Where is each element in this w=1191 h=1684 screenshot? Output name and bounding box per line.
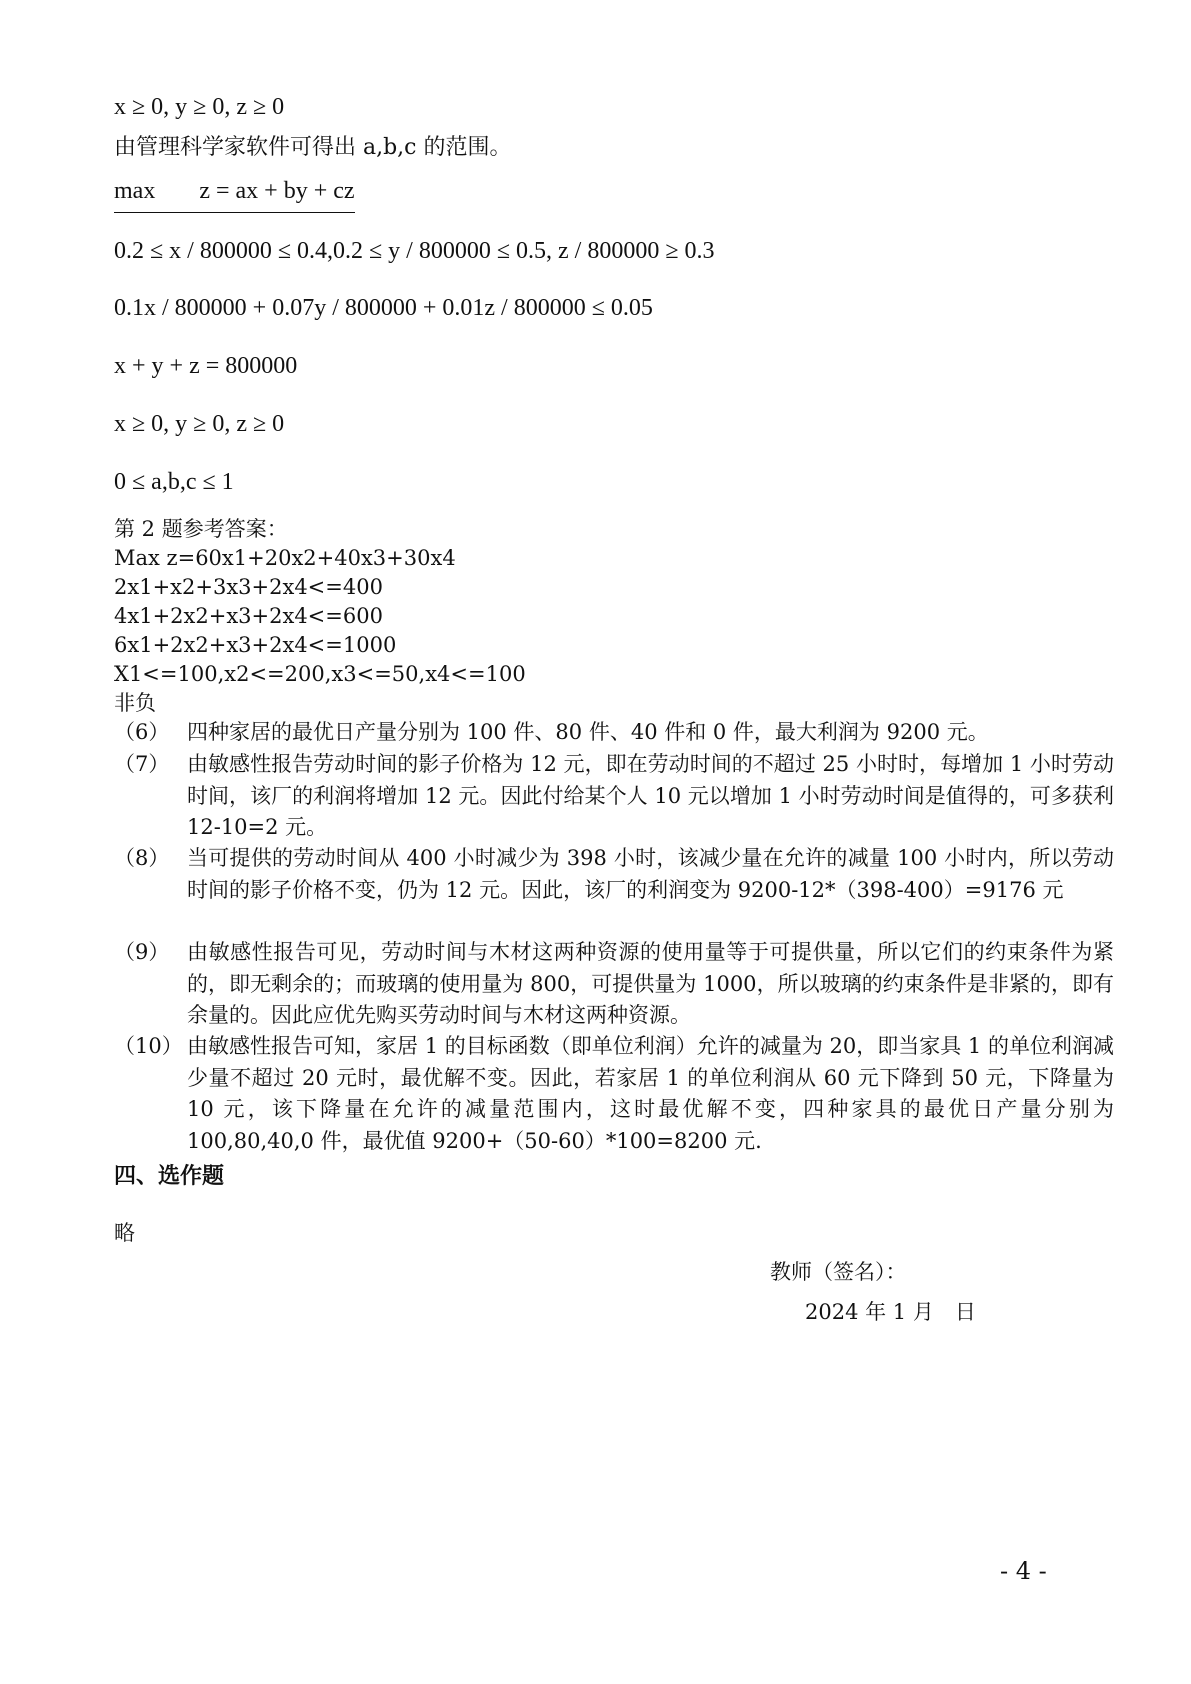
answer2-line: 4x1+2x2+x3+2x4<=600 (114, 604, 383, 628)
risk-constraint: 0.1x / 800000 + 0.07y / 800000 + 0.01z / 800000 ≤ 0.05 (114, 295, 653, 321)
software-note: 由管理科学家软件可得出 a,b,c 的范围。 (114, 135, 512, 160)
section4-body: 略 (114, 1221, 135, 1245)
signature-date: 2024 年 1 月 日 (805, 1300, 976, 1324)
item-number: （10） (114, 1034, 183, 1058)
page-number: - 4 - (1000, 1557, 1047, 1585)
answer2-line: 6x1+2x2+x3+2x4<=1000 (114, 633, 397, 657)
answer2-line: 2x1+x2+3x3+2x4<=400 (114, 575, 383, 599)
answer-item-6 (114, 717, 1114, 749)
objective-max: max (114, 178, 156, 204)
item-number: （8） (114, 846, 170, 870)
item-text: 当可提供的劳动时间从 400 小时减少为 398 小时，该减少量在允许的减量 100 小时内，所以劳动时间的影子价格不变，仍为 12 元。因此，该厂的利润变为 9200-12*（398-400）=9176 元 (187, 846, 1114, 902)
answer2-line: Max z=60x1+20x2+40x3+30x4 (114, 546, 456, 570)
answer-item-9 (114, 937, 1114, 1032)
item-text: 由敏感性报告劳动时间的影子价格为 12 元，即在劳动时间的不超过 25 小时时，每增加 1 小时劳动时间，该厂的利润将增加 12 元。因此付给某个人 10 元以增加 1 小时劳动时间是值得的，可多获利 12-10=2 元。 (187, 752, 1114, 839)
total-constraint: x + y + z = 800000 (114, 353, 298, 379)
answer2-title: 第 2 题参考答案： (114, 517, 288, 541)
item-number: （6） (114, 720, 170, 744)
answer-item-10 (114, 1031, 1114, 1157)
answer-item-8 (114, 843, 1114, 906)
signature-label: 教师（签名）： (770, 1260, 907, 1284)
objective-expression: z = ax + by + cz (199, 178, 355, 204)
item-text: 四种家居的最优日产量分别为 100 件、80 件、40 件和 0 件，最大利润为 9200 元。 (187, 720, 989, 744)
item-text: 由敏感性报告可知，家居 1 的目标函数（即单位利润）允许的减量为 20，即当家具 1 的单位利润减少量不超过 20 元时，最优解不变。因此，若家居 1 的单位利润从 60 元下降到 50 元，下降量为 10 元，该下降量在允许的减量范围内，这时最优解不变，四种家具的最优日产量分别为 100,80,40,0 件，最优值 9200+（50-60）*100=8200 元. (187, 1034, 1114, 1153)
item-number: （9） (114, 940, 170, 964)
objective-function (114, 176, 355, 213)
section4-heading: 四、选作题 (114, 1164, 225, 1189)
nonneg-constraint: x ≥ 0, y ≥ 0, z ≥ 0 (114, 411, 285, 437)
abc-range-constraint: 0 ≤ a,b,c ≤ 1 (114, 469, 234, 495)
item-text: 由敏感性报告可见，劳动时间与木材这两种资源的使用量等于可提供量，所以它们的约束条件为紧的，即无剩余的；而玻璃的使用量为 800，可提供量为 1000，所以玻璃的约束条件是非紧的，即有余量的。因此应优先购买劳动时间与木材这两种资源。 (187, 940, 1114, 1027)
item-number: （7） (114, 752, 170, 776)
answer2-line: 非负 (114, 691, 156, 715)
answer2-line: X1<=100,x2<=200,x3<=50,x4<=100 (114, 662, 526, 686)
nonneg-constraint-top: x ≥ 0, y ≥ 0, z ≥ 0 (114, 94, 285, 120)
ratio-constraint: 0.2 ≤ x / 800000 ≤ 0.4,0.2 ≤ y / 800000 ≤ 0.5, z / 800000 ≥ 0.3 (114, 238, 715, 264)
answer-item-7 (114, 749, 1114, 844)
